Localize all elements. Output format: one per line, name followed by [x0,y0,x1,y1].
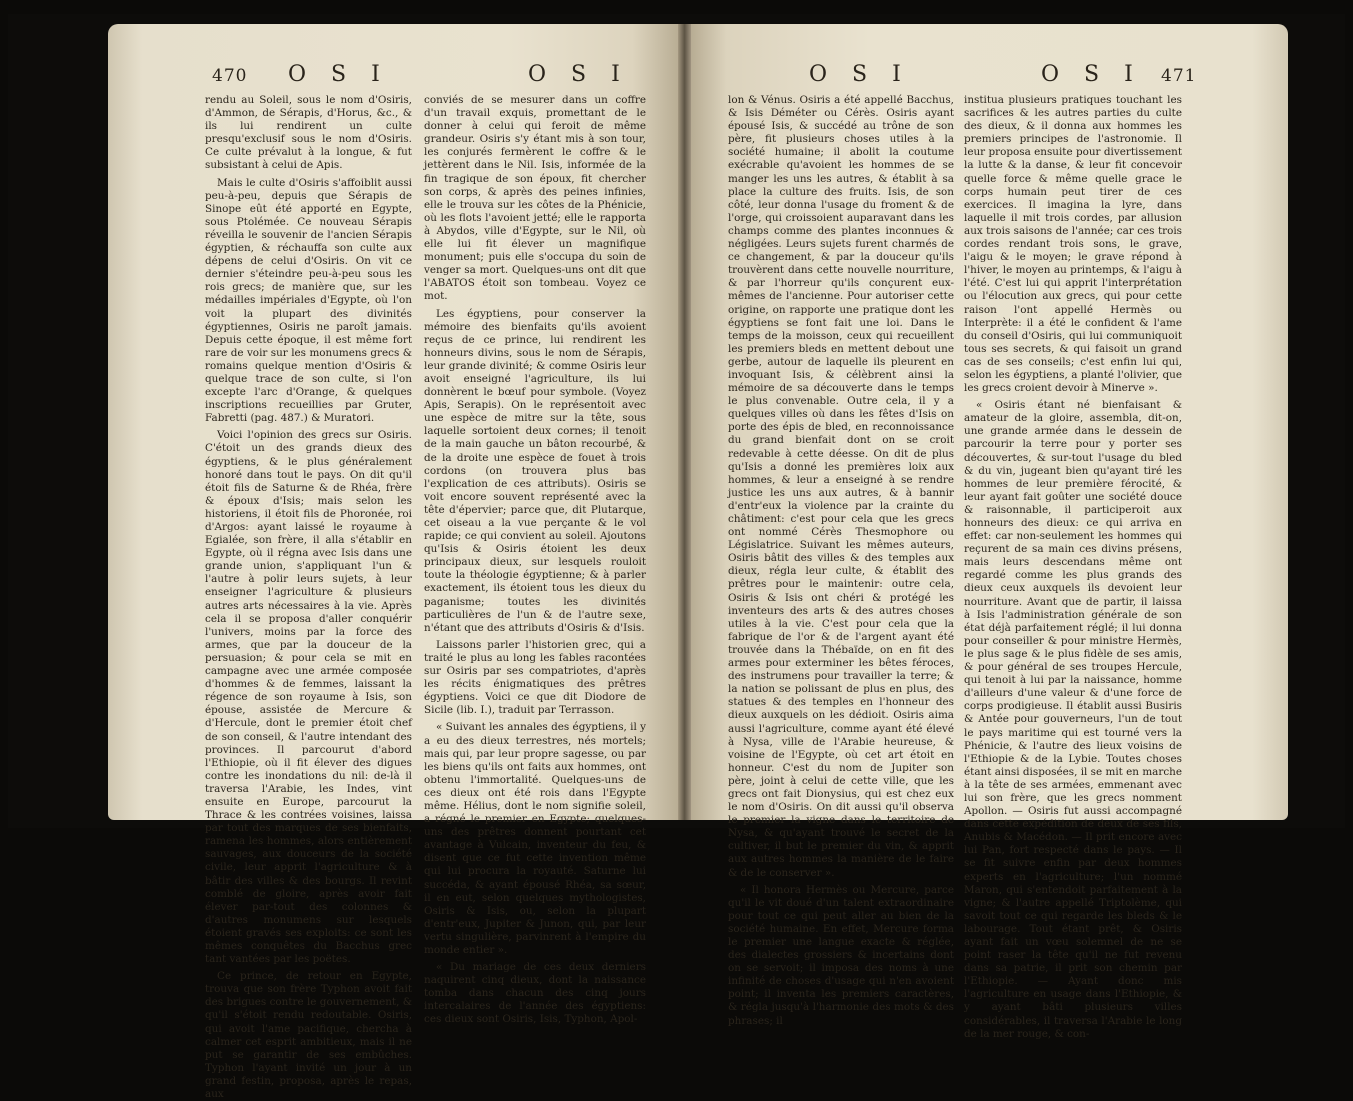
text-column-right-2 [964,94,1182,1040]
paragraph: « Il honora Hermès ou Mercure, parce qu'il le vit doué d'un talent extraordinaire pour tout ce qui peut aller au bien de la société humaine. En effet, Mercure forma le premier une langue exacte & réglée, des dialectes grossiers & incertains dont on se servoit; il imposa des noms à une infinité de choses d'usage qui n'en avoient point; il inventa les premiers caractères, & régla jusqu'à l'harmonie des mots & des phrases; il [728,883,954,1027]
text-column-right-1 [728,94,954,1027]
right-page-header [691,62,1288,92]
page-number: 471 [1161,66,1197,86]
paragraph: Mais le culte d'Osiris s'affoiblit aussi peu-à-peu, depuis que Sérapis de Sinope eût été apporté en Egypte, sous Ptolémée. Ce nouveau Sérapis réveilla le souvenir de l'ancien Sérapis égyptien, & réchauffa son culte aux dépens de celui d'Osiris. On vit ce dernier s'éteindre peu-à-peu sous les rois grecs; de manière que, sur les médailles impériales d'Egypte, où l'on voit la plupart des divinités égyptiennes, Osiris ne paroît jamais. Depuis cette époque, il est même fort rare de voir sur les monumens grecs & romains quelque mention d'Osiris & quelque trace de son culte, si l'on excepte l'arc d'Orange, & quelques inscriptions recueillies par Gruter, Fabretti (pag. 487.) & Muratori. [205,176,412,425]
paragraph: « Suivant les annales des égyptiens, il y a eu des dieux terrestres, nés mortels; mais qui, par leur propre sagesse, ou par les biens qu'ils ont faits aux hommes, ont obtenu l'immortalité. Quelques-uns de ces dieux ont été rois dans l'Egypte même. Hélius, dont le nom signifie soleil, a régné le premier en Egypte; quelques-uns des prêtres donnent pourtant cet avantage à Vulcain, inventeur du feu, & disent que ce fut cette invention même qui lui procura la royauté. Saturne lui succéda, & ayant épousé Rhéa, sa sœur, il en eut, selon quelques mythologistes, Osiris & Isis, ou, selon la plupart d'entr'eux, Jupiter & Junon, qui, par leur vertu singulière, parvinrent à l'empire du monde entier ». [424,721,646,956]
paragraph: lon & Vénus. Osiris a été appellé Bacchus, & Isis Déméter ou Cérès. Osiris ayant épousé Isis, & succédé au trône de son père, fit plusieurs choses utiles à la société humaine; il abolit la coutume exécrable qu'avoient les hommes de se manger les uns les autres, & établit à sa place la culture des fruits. Isis, de son côté, leur donna l'usage du froment & de l'orge, qui croissoient auparavant dans les champs comme des plantes inconnues & négligées. Leurs sujets furent charmés de ce changement, & par la douceur qu'ils trouvèrent dans cette nouvelle nourriture, & par l'horreur qu'ils conçurent eux-mêmes de l'ancienne. Pour autoriser cette origine, on rapporte une pratique dont les égyptiens se font fait une loi. Dans le temps de la moisson, ceux qui recueillent les premiers bleds en mettent debout une gerbe, autour de laquelle ils pleurent en invoquant Isis, & célèbrent ainsi la mémoire de sa découverte dans le temps le plus convenable. Outre cela, il y a quelques villes où dans les fêtes d'Isis on porte des épis de bled, en reconnoissance du grand bienfait dont on se croit redevable à cette déesse. On dit de plus qu'Isis a donné les premières loix aux hommes, & leur a enseigné à se rendre justice les uns aux autres, & à bannir d'entr'eux la violence par la crainte du châtiment: c'est pour cela que les grecs ont nommé Cérès Thesmophore ou Législatrice. Suivant les mêmes auteurs, Osiris bâtit des villes & des temples aux dieux, régla leur culte, & établit des prêtres pour le maintenir: outre cela, Osiris & Isis ont chéri & protégé les inventeurs des arts & des autres choses utiles à la vie. C'est pour cela que la fabrique de l'or & de l'argent ayant été trouvée dans la Thébaïde, on en fit des armes pour exterminer les bêtes féroces, des instrumens pour travailler la terre; & la nation se polissant de plus en plus, des statues & des temples en l'honneur des dieux auxquels on les dédioit. Osiris aima aussi l'agriculture, comme ayant été élevé à Nysa, ville de l'Arabie heureuse, & voisine de l'Egypte, où cet art étoit en honneur. C'est du nom de Jupiter son père, joint à celui de cette ville, que les grecs ont fait Dionysius, qui est chez eux le nom d'Osiris. On dit aussi qu'il observa le premier la vigne dans le territoire de Nysa, & qu'ayant trouvé le secret de la cultiver, il but le premier du vin, & apprit aux autres hommes la manière de le faire & de le conserver ». [728,94,954,879]
paragraph: Ce prince, de retour en Egypte, trouva que son frère Typhon avoit fait des brigues contre le gouvernement, & qu'il s'étoit rendu redoutable. Osiris, qui avoit l'ame pacifique, chercha à calmer cet esprit ambitieux, mais il ne put se garantir de ses embûches. Typhon l'ayant invité un jour à un grand festin, proposa, après le repas, aux [205,970,412,1101]
running-head: O S I [528,62,629,87]
text-column-left-2 [424,94,646,1026]
right-page [691,24,1288,1040]
paragraph: Laissons parler l'historien grec, qui a traité le plus au long les fables racontées sur Osiris par ses compatriotes, d'après les récits énigmatiques des prêtres égyptiens. Voici ce que dit Diodore de Sicile (lib. I.), traduit par Terrasson. [424,638,646,717]
book-spread [8,14,1345,1101]
paragraph: Voici l'opinion des grecs sur Osiris. C'étoit un des grands dieux des égyptiens, & le plus généralement honoré dans tout le pays. On dit qu'il étoit fils de Saturne & de Rhéa, frère & époux d'Isis; mais selon les historiens, il étoit fils de Phoronée, roi d'Argos: ayant laissé le royaume à Egialée, son frère, il alla s'établir en Egypte, où il régna avec Isis dans une grande union, s'appliquant l'un & l'autre à polir leurs sujets, à leur enseigner l'agriculture & plusieurs autres arts nécessaires à la vie. Après cela il se proposa d'aller conquérir l'univers, moins par la force des armes, que par la douceur de la persuasion; & pour cela se mit en campagne avec une armée composée d'hommes & de femmes, laissant la régence de son royaume à Isis, son épouse, assistée de Mercure & d'Hercule, dont le premier étoit chef de son conseil, & l'autre intendant des provinces. Il parcourut d'abord l'Ethiopie, où il fit élever des digues contre les inondations du nil: de-là il traversa l'Arabie, les Indes, vint ensuite en Europe, parcourut la Thrace & les contrées voisines, laissa par tout des marques de ses bienfaits, ramena les hommes, alors entièrement sauvages, aux douceurs de la société civile, leur apprit l'agriculture & à bâtir des villes & des bourgs. Il revint comblé de gloire, après avoir fait élever par-tout des colonnes & d'autres monumens sur lesquels étoient gravés ses exploits: ce sont les mêmes conquêtes du Bacchus grec tant vantées par les poëtes. [205,429,412,966]
left-page [108,24,678,1101]
paragraph: rendu au Soleil, sous le nom d'Osiris, d'Ammon, de Sérapis, d'Horus, &c., & ils lui rendirent un culte presqu'exclusif sous le nom d'Osiris. Ce culte prévalut à la longue, & fut subsistant à celui de Apis. [205,94,412,172]
paragraph: « Osiris étant né bienfaisant & amateur de la gloire, assembla, dit-on, une grande armée dans le dessein de parcourir la terre pour y porter ses découvertes, & sur-tout l'usage du bled & du vin, jugeant bien qu'ayant tiré les hommes de leur première férocité, & leur ayant fait goûter une société douce & raisonnable, il participeroit aux honneurs des dieux: ce qui arriva en effet: car non-seulement les hommes qui reçurent de sa main ces divins présens, mais leurs descendans même ont regardé comme les plus grands des dieux ceux auxquels ils devoient leur nourriture. Avant que de partir, il laissa à Isis l'administration générale de son état déjà parfaitement réglé; il lui donna pour conseiller & pour ministre Hermès, le plus sage & le plus fidèle de ses amis, & pour général de ses troupes Hercule, qui tenoit à lui par la naissance, homme d'ailleurs d'une valeur & d'une force de corps prodigieuse. Il établit aussi Busiris & Antée pour gouverneurs, l'un de tout le pays maritime qui est tourné vers la Phénicie, & l'autre des lieux voisins de l'Ethiopie & de la Lybie. Toutes choses étant ainsi disposées, il se mit en marche à la tête de ses armées, emmenant avec lui son frère, que les grecs nomment Apollon. — Osiris fut aussi accompagné dans cette expédition de deux de ses fils, Anubis & Macédon. — Il prit encore avec lui Pan, fort respecté dans le pays. — Il se fit suivre enfin par deux hommes experts en l'agriculture; l'un nommé Maron, qui s'entendoit parfaitement à la vigne; & l'autre appellé Triptolème, qui savoit tout ce qui regarde les bleds & le labourage. Tout étant prêt, & Osiris ayant fait un vœu solemnel de ne se point raser la tête qu'il ne fut revenu dans sa patrie, il prit son chemin par l'Ethiopie. — Ayant donc mis l'agriculture en usage dans l'Ethiopie, & y ayant bâti plusieurs villes considérables, il traversa l'Arabie le long de la mer rouge, & con- [964,399,1182,1040]
paragraph: conviés de se mesurer dans un coffre d'un travail exquis, promettant de le donner à celui qui feroit de même grandeur. Osiris s'y étant mis à son tour, les conjurés fermèrent le coffre & le jettèrent dans le Nil. Isis, informée de la fin tragique de son époux, fit chercher son corps, & après des peines infinies, elle le trouva sur les côtes de la Phénicie, où les flots l'avoient jetté; elle le rapporta à Abydos, ville d'Egypte, sur le Nil, où elle lui fit élever un magnifique monument; puis elle s'occupa du soin de venger sa mort. Quelques-uns ont dit que l'ABATOS étoit son tombeau. Voyez ce mot. [424,94,646,303]
running-head: O S I [809,62,910,87]
book-gutter [678,24,691,820]
running-head: O S I [288,62,389,87]
paragraph: institua plusieurs pratiques touchant les sacrifices & les autres parties du culte des dieux, & il donna aux hommes les premiers principes de l'astronomie. Il leur proposa ensuite pour divertissement la lutte & la danse, & leur fit concevoir quelle force & même quelle grace le corps humain peut tirer de ces exercices. Il imagina la lyre, dans laquelle il mit trois cordes, par allusion aux trois saisons de l'année; car ces trois cordes rendant trois sons, le grave, l'aigu & le moyen; le grave répond à l'hiver, le moyen au printemps, & l'aigu à l'été. C'est lui qui apprit l'interprétation ou l'élocution aux grecs, qui pour cette raison l'ont appellé Hermès ou Interprète: il a été le confident & l'ame du conseil d'Osiris, qui lui communiquoit tous ses secrets, & qui faisoit un grand cas de ses conseils; c'est enfin lui qui, selon les égyptiens, a planté l'olivier, que les grecs croient devoir à Minerve ». [964,94,1182,395]
paragraph: Les égyptiens, pour conserver la mémoire des bienfaits qu'ils avoient reçus de ce prince, lui rendirent les honneurs divins, sous le nom de Sérapis, leur grande divinité; & comme Osiris leur avoit enseigné l'agriculture, ils lui donnèrent le bœuf pour symbole. (Voyez Apis, Serapis). On le représentoit avec une espèce de mitre sur la tête, sous laquelle sortoient deux cornes; il tenoit de la main gauche un bâton recourbé, & de la droite une espèce de fouet à trois cordons (on trouvera plus bas l'explication de ces attributs). Osiris se voit encore souvent représenté avec la tête d'épervier; parce que, dit Plutarque, cet oiseau a la vue perçante & le vol rapide; ce qui convient au soleil. Ajoutons qu'Isis & Osiris étoient les deux principaux dieux, sur lesquels rouloit toute la théologie égyptienne; & à parler exactement, ils étoient tous les dieux du paganisme; toutes les divinités particulières de l'un & de l'autre sexe, n'étant que des attributs d'Osiris & d'Isis. [424,307,646,634]
text-column-left-1 [205,94,412,1101]
left-page-header [108,62,678,92]
page-number: 470 [212,66,248,86]
paragraph: « Du mariage de ces deux derniers naquirent cinq dieux, dont la naissance tomba dans chacun des cinq jours intercalaires de l'année des égyptiens: ces dieux sont Osiris, Isis, Typhon, Apol- [424,961,646,1026]
running-head: O S I [1041,62,1142,87]
